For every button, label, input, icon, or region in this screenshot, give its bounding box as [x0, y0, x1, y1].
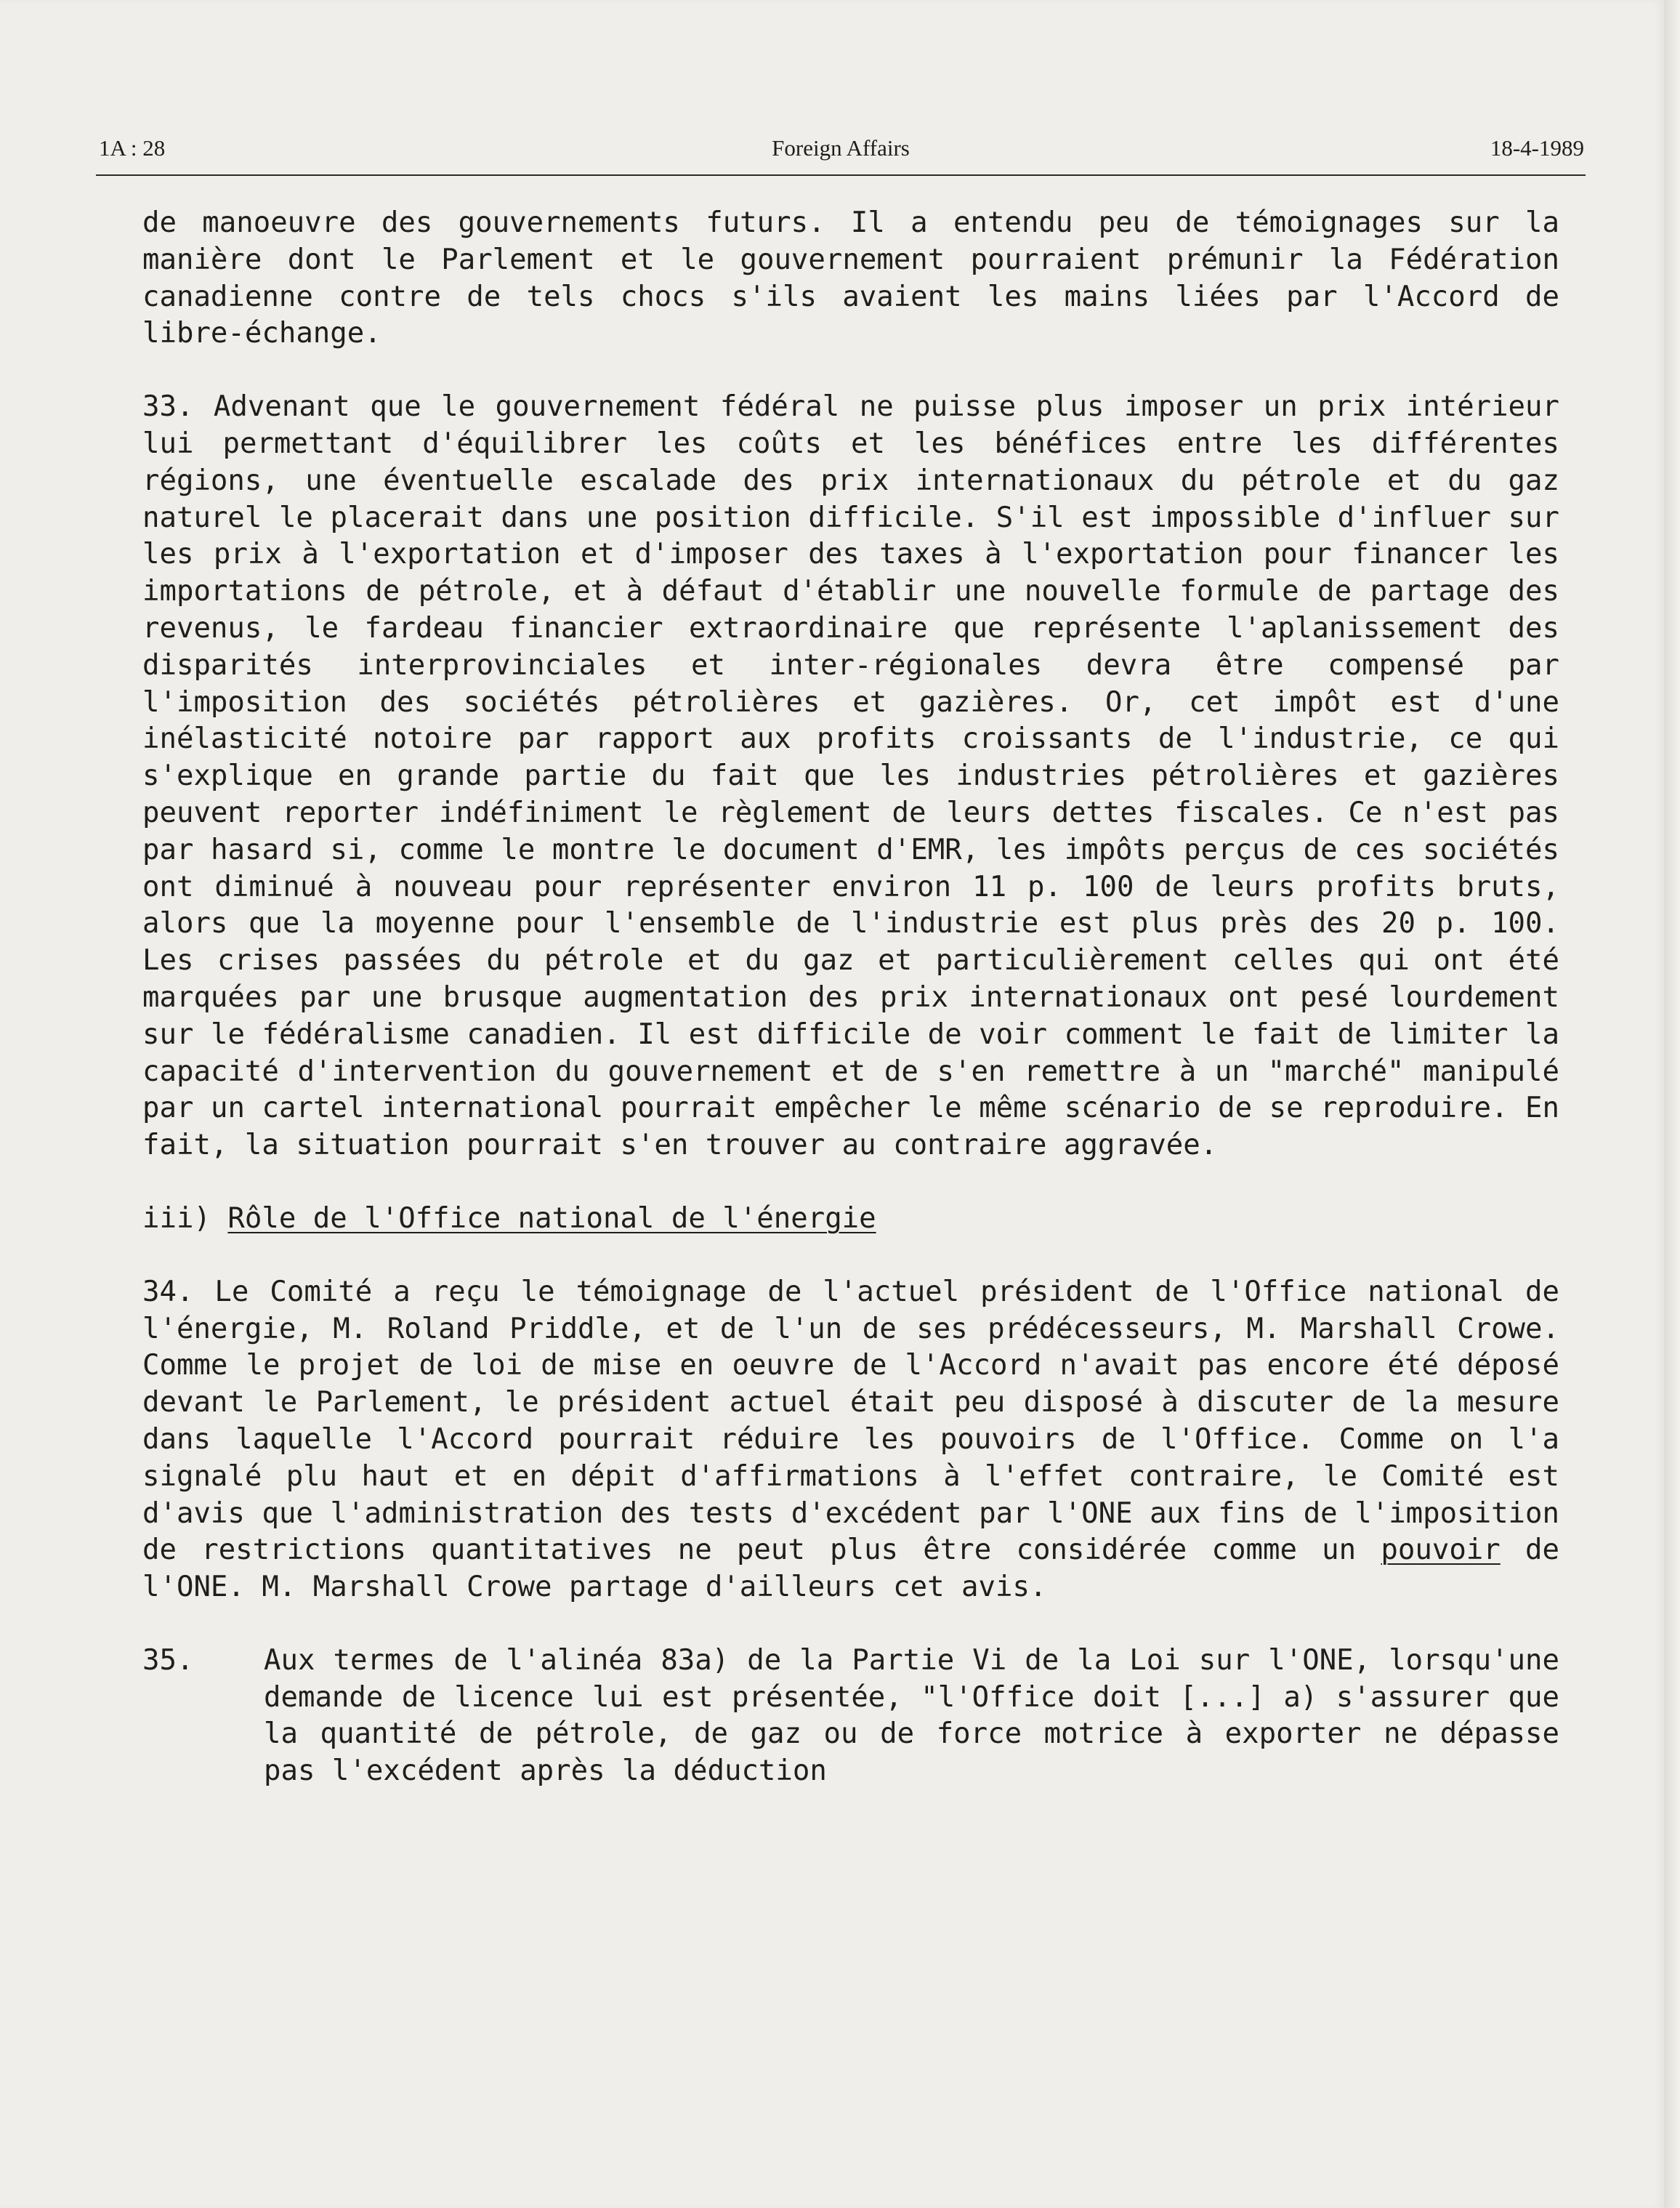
underlined-word: pouvoir: [1381, 1534, 1501, 1567]
section-heading-title: Rôle de l'Office national de l'énergie: [227, 1201, 876, 1235]
paragraph-32-continuation: de manoeuvre des gouvernements futurs. Il a entendu peu de témoignages sur la manière dont le Parlement et le gouvernement pourraient prémunir la Fédération canadienne contre de tels chocs s'ils avaient les mains liées par l'Accord de libre-échange.: [142, 206, 1559, 350]
paragraph-35-number: 35.: [142, 1643, 194, 1677]
paragraph-34-text: 34. Le Comité a reçu le témoignage de l'actuel président de l'Office national de l'énergie, M. Roland Priddle, et de l'un de ses prédécesseurs, M. Marshall Crowe. Comme le projet de loi de mise en oeuvre de l'Accord n'avait pas encore été déposé devant le Parlement, le président actuel était peu disposé à discuter de la mesure dans laquelle l'Accord pourrait réduire les pouvoirs de l'Office. Comme on l'a signalé plu haut et en dépit d'affirmations à l'effet contraire, le Comité est d'avis que l'administration des tests d'excédent par l'ONE aux fins de l'imposition de restrictions quantitatives ne peut plus être considérée comme un: [142, 1275, 1559, 1567]
paragraph-34: [142, 1274, 1559, 1606]
paragraph-35-text: Aux termes de l'alinéa 83a) de la Partie Vi de la Loi sur l'ONE, lorsqu'une demande de licence lui est présentée, "l'Office doit [...] a) s'assurer que la quantité de pétrole, de gaz ou de force motrice à exporter ne dépasse pas l'excédent après la déduction: [264, 1643, 1559, 1788]
paragraph-34-text-end: de l'ONE. M. Marshall Crowe partage d'ailleurs cet avis.: [142, 1534, 1559, 1604]
section-heading: [142, 1201, 1559, 1238]
page-number: 1A : 28: [99, 135, 166, 161]
document-title: Foreign Affairs: [772, 135, 910, 161]
page-header: [96, 128, 1586, 176]
paragraph-35: [142, 1643, 1559, 1790]
document-date: 18-4-1989: [1490, 135, 1584, 161]
document-body: [142, 205, 1559, 1790]
section-heading-number: iii): [142, 1201, 228, 1235]
paragraph-33: 33. Advenant que le gouvernement fédéral ne puisse plus imposer un prix intérieur lui permettant d'équilibrer les coûts et les bénéfices entre les différentes régions, une éventuelle escalade des prix internationaux du pétrole et du gaz naturel le placerait dans une position difficile. S'il est impossible d'influer sur les prix à l'exportation et d'imposer des taxes à l'exportation pour financer les importations de pétrole, et à défaut d'établir une nouvelle formule de partage des revenus, le fardeau financier extraordinaire que représente l'aplanissement des disparités interprovinciales et inter-régionales devra être compensé par l'imposition des sociétés pétrolières et gazières. Or, cet impôt est d'une inélasticité notoire par rapport aux profits croissants de l'industrie, ce qui s'explique en grande partie du fait que les industries pétrolières et gazières peuvent reporter indéfiniment le règlement de leurs dettes fiscales. Ce n'est pas par hasard si, comme le montre le document d'EMR, les impôts perçus de ces sociétés ont diminué à nouveau pour représenter environ 11 p. 100 de leurs profits bruts, alors que la moyenne pour l'ensemble de l'industrie est plus près des 20 p. 100. Les crises passées du pétrole et du gaz et particulièrement celles qui ont été marquées par une brusque augmentation des prix internationaux ont pesé lourdement sur le fédéralisme canadien. Il est difficile de voir comment le fait de limiter la capacité d'intervention du gouvernement et de s'en remettre à un "marché" manipulé par un cartel international pourrait empêcher le même scénario de se reproduire. En fait, la situation pourrait s'en trouver au contraire aggravée.: [142, 390, 1559, 1162]
page-edge: [1664, 0, 1680, 2208]
